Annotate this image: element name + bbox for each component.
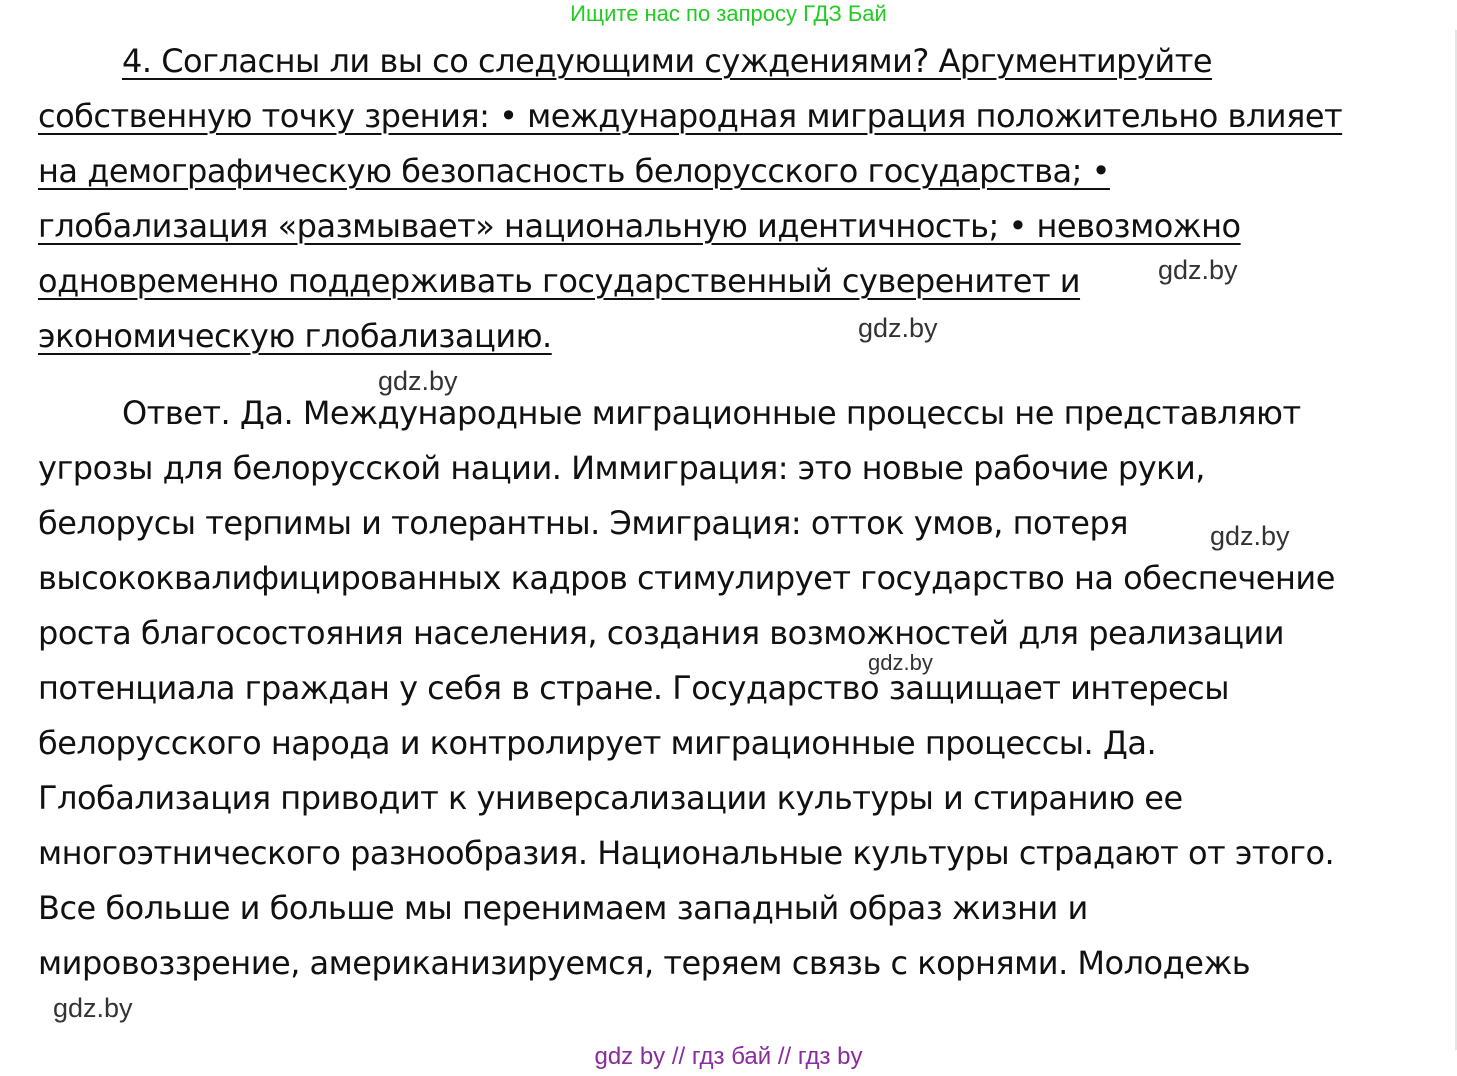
watermark: gdz.by bbox=[858, 313, 938, 343]
answer-line: мировоззрение, американизируемся, теряем связь с корнями. Молодежь bbox=[38, 944, 1251, 982]
question-line: на демографическую безопасность белорусского государства; • bbox=[38, 152, 1110, 190]
answer-line: белорусы терпимы и толерантны. Эмиграция: отток умов, потеря bbox=[38, 504, 1128, 542]
answer-line: потенциала граждан у себя в стране. Государство защищает интересы bbox=[38, 669, 1229, 707]
top-banner: Ищите нас по запросу ГДЗ Бай bbox=[570, 1, 887, 26]
watermark: gdz.by bbox=[378, 366, 458, 396]
answer-line: многоэтнического разнообразия. Национальные культуры страдают от этого. bbox=[38, 834, 1335, 872]
answer-line: Ответ. Да. Международные миграционные процессы не представляют bbox=[122, 394, 1301, 432]
question-line: одновременно поддерживать государственный суверенитет и bbox=[38, 262, 1081, 300]
question-line: экономическую глобализацию. bbox=[38, 317, 552, 355]
answer-line: Глобализация приводит к универсализации культуры и стиранию ее bbox=[38, 779, 1183, 817]
answer-line: высококвалифицированных кадров стимулирует государство на обеспечение bbox=[38, 559, 1335, 597]
question-line: 4. Согласны ли вы со следующими суждениями? Аргументируйте bbox=[122, 42, 1213, 80]
watermark: gdz.by bbox=[53, 993, 133, 1023]
question-line: глобализация «размывает» национальную идентичность; • невозможно bbox=[38, 207, 1241, 245]
watermark: gdz.by bbox=[1158, 255, 1238, 285]
bottom-banner: gdz by // гдз бай // гдз by bbox=[594, 1043, 863, 1070]
answer-line: белорусского народа и контролирует миграционные процессы. Да. bbox=[38, 724, 1157, 762]
answer-line: роста благосостояния населения, создания возможностей для реализации bbox=[38, 614, 1285, 652]
question-line: собственную точку зрения: • международная миграция положительно влияет bbox=[38, 97, 1343, 135]
answer-line: угрозы для белорусской нации. Иммиграция: это новые рабочие руки, bbox=[38, 449, 1205, 487]
answer-line: Все больше и больше мы перенимаем западный образ жизни и bbox=[38, 889, 1088, 927]
watermark: gdz.by bbox=[868, 650, 933, 675]
watermark: gdz.by bbox=[1210, 521, 1290, 551]
